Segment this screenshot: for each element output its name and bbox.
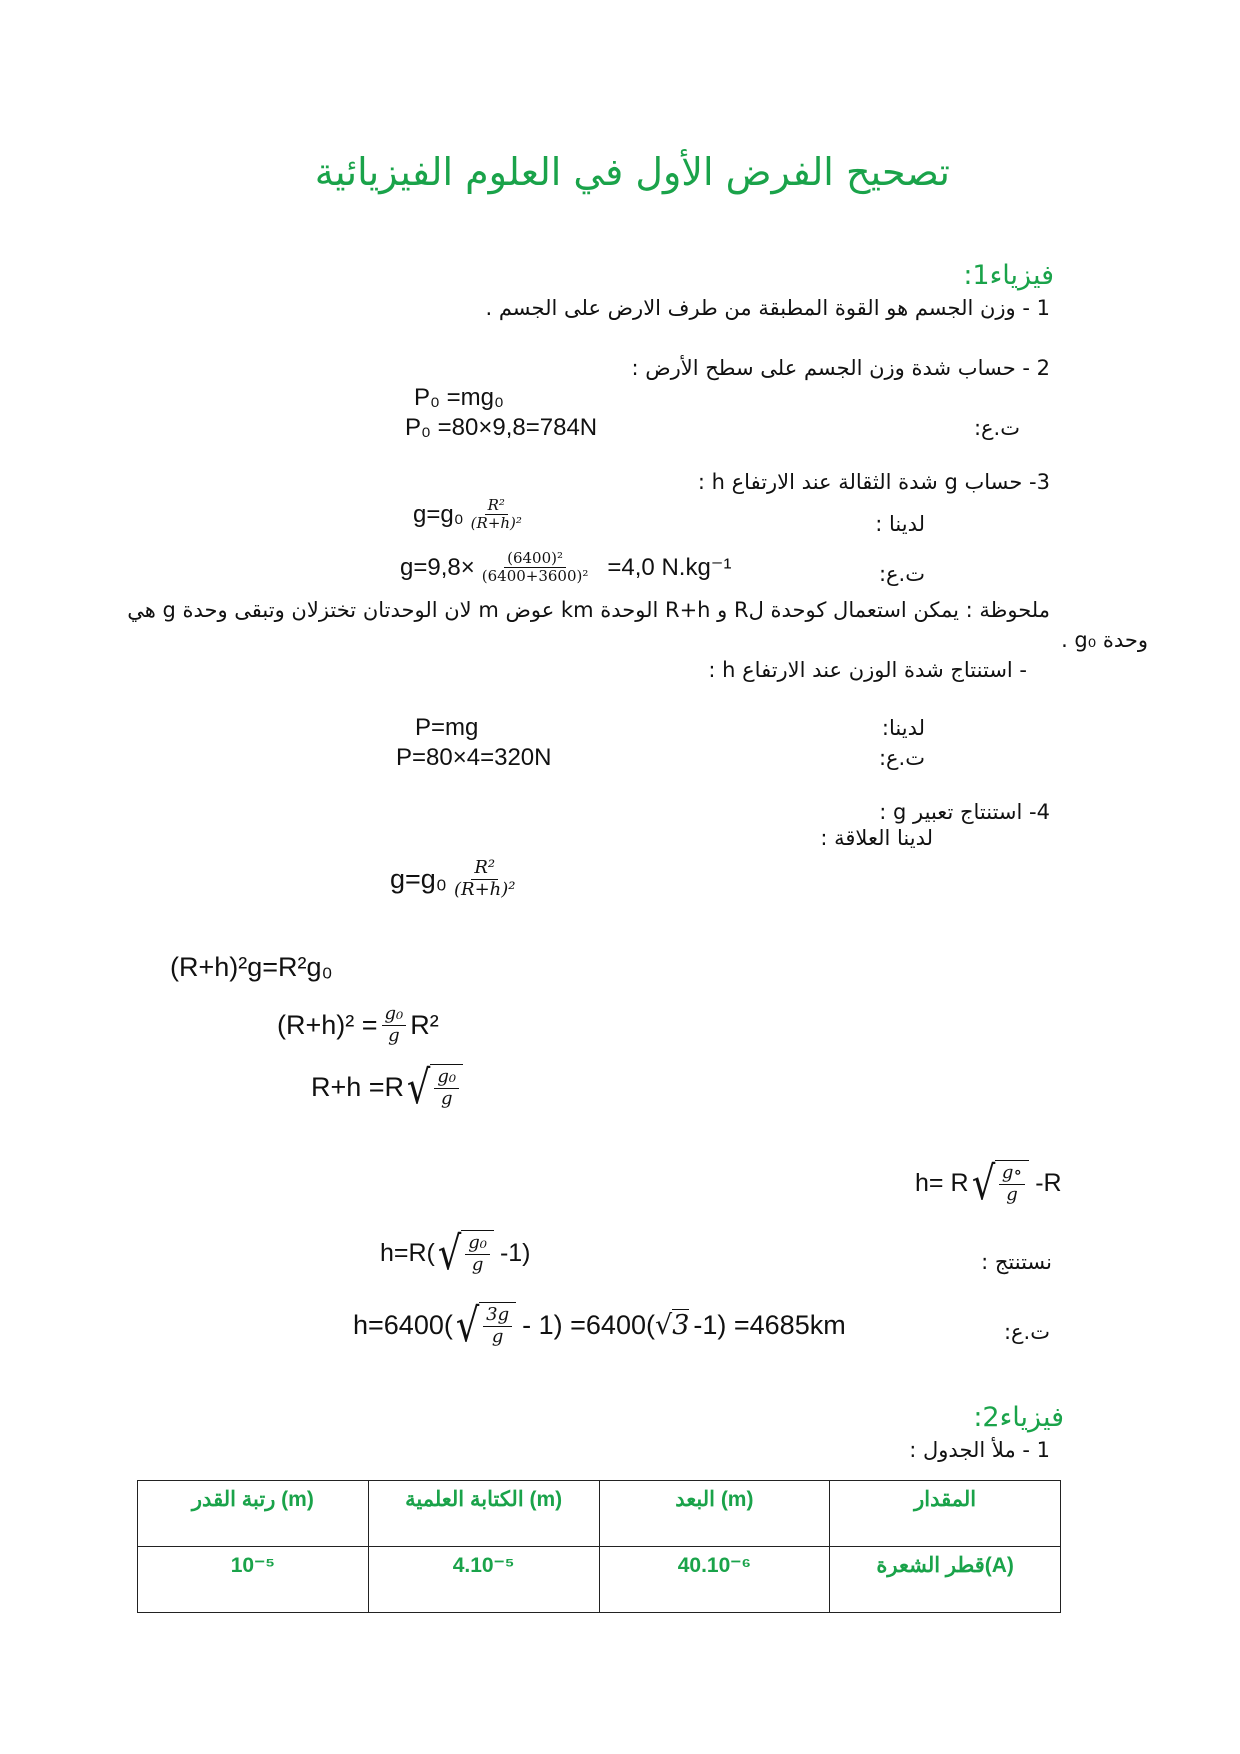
given-label: لدينا: — [881, 716, 925, 740]
g-relation — [390, 858, 523, 900]
equation-c — [311, 1060, 463, 1114]
note-line-2: وحدة g₀ . — [1061, 628, 1148, 652]
radical-sign: √ — [437, 1226, 462, 1280]
table-cell: 10⁻⁵ — [138, 1547, 369, 1613]
equation-e-rhs: -1) — [499, 1238, 531, 1267]
g-numeric-result: =4,0 N.kg⁻¹ — [607, 554, 732, 582]
radical-sign: √ — [406, 1060, 431, 1114]
sqrt-symbol — [969, 1156, 1030, 1210]
fraction-numerator: R² — [471, 858, 498, 880]
equation-b-lhs: (R+h)² = — [277, 1009, 378, 1040]
note-line-1: ملحوظة : يمكن استعمال كوحدة لR و R+h الوحدة km عوض m لان الوحدتان تختزلان وتبقى وحدة g هي — [127, 598, 1050, 622]
sqrt-symbol — [655, 1309, 689, 1341]
radical-sign: √ — [971, 1156, 995, 1210]
fraction-denominator: g — [388, 1024, 400, 1046]
g-relation-lhs: g=g₀ — [390, 863, 448, 894]
section-heading-physics1: فيزياء1: — [963, 260, 1054, 291]
section-heading-physics2: فيزياء2: — [973, 1402, 1064, 1433]
table-cell: قطر الشعرة(A) — [830, 1547, 1061, 1613]
fraction-denominator: g — [491, 1326, 504, 1347]
question-3: 3- حساب g شدة الثقالة عند الارتفاع h : — [697, 470, 1050, 494]
table-header-cell: البعد (m) — [599, 1481, 830, 1547]
equation-b-fraction — [382, 1004, 407, 1046]
fraction-numerator: g∘ — [999, 1163, 1025, 1185]
fraction-numerator: R² — [485, 497, 508, 515]
given-label: لدينا : — [875, 512, 925, 536]
numeric-app-label: ت.ع: — [878, 746, 925, 770]
equation-b — [277, 1004, 439, 1046]
fraction-numerator: (6400)² — [504, 550, 566, 568]
table-row — [138, 1547, 1061, 1613]
g-relation-fraction — [451, 858, 519, 900]
p0-formula: P₀ =mg₀ — [414, 384, 504, 411]
fraction-numerator: g₀ — [465, 1233, 490, 1255]
sqrt-symbol — [435, 1226, 494, 1280]
sqrt-symbol — [404, 1060, 463, 1114]
table-header-row — [138, 1481, 1061, 1547]
equation-c-fraction — [434, 1067, 459, 1109]
p0-value: P₀ =80×9,8=784N — [405, 414, 598, 441]
equation-a: (R+h)²g=R²g₀ — [170, 952, 333, 982]
equation-b-rhs: R² — [410, 1009, 439, 1040]
equation-c-lhs: R+h =R — [311, 1071, 405, 1102]
equation-e — [380, 1226, 531, 1280]
relation-label: لدينا العلاقة : — [820, 826, 933, 850]
radical-sign: √ — [654, 1309, 673, 1341]
fraction-denominator: (R+h)² — [454, 878, 516, 900]
equation-f — [353, 1298, 846, 1352]
p-formula: P=mg — [415, 714, 479, 741]
table-header-cell: رتبة القدر (m) — [138, 1481, 369, 1547]
equation-d-fraction — [999, 1163, 1025, 1205]
question-4: 4- استنتاج تعبير g : — [879, 800, 1050, 824]
fraction-numerator: g₀ — [434, 1067, 459, 1089]
fraction-denominator: (R+h)² — [470, 514, 522, 533]
fraction-denominator: g — [440, 1088, 453, 1109]
g-numeric — [400, 550, 731, 586]
g-numeric-lhs: g=9,8× — [400, 553, 475, 581]
fraction-denominator: g — [471, 1254, 484, 1275]
table-header-cell: المقدار — [830, 1481, 1061, 1547]
fraction-denominator: (6400+3600)² — [481, 567, 589, 586]
page-title: تصحيح الفرض الأول في العلوم الفيزيائية — [314, 150, 950, 194]
table-header-cell: الكتابة العلمية (m) — [368, 1481, 599, 1547]
numeric-app-label: ت.ع: — [973, 416, 1020, 440]
p-value: P=80×4=320N — [396, 744, 552, 771]
g-formula — [413, 497, 529, 533]
equation-d-rhs: -R — [1035, 1168, 1062, 1197]
numeric-app-label: ت.ع: — [878, 562, 925, 586]
equation-e-fraction — [465, 1233, 490, 1275]
g-formula-fraction — [468, 497, 525, 533]
fraction-numerator: 3g — [483, 1305, 512, 1327]
g-formula-lhs: g=g₀ — [413, 500, 464, 528]
equation-e-lhs: h=R( — [380, 1238, 435, 1267]
question-2: 2 - حساب شدة وزن الجسم على سطح الأرض : — [631, 356, 1050, 380]
radicand: 3 — [672, 1310, 690, 1341]
table-cell: 40.10⁻⁶ — [599, 1547, 830, 1613]
sqrt-symbol — [453, 1298, 516, 1352]
equation-f-fraction — [483, 1305, 512, 1347]
fraction-denominator: g — [1006, 1184, 1018, 1205]
deduce-label: نستنتج : — [981, 1250, 1052, 1274]
equation-d-lhs: h= R — [915, 1168, 969, 1197]
question-1: 1 - وزن الجسم هو القوة المطبقة من طرف الارض على الجسم . — [485, 296, 1050, 320]
equation-f-lhs: h=6400( — [353, 1309, 453, 1340]
equation-d — [915, 1156, 1062, 1210]
equation-f-mid: - 1) =6400( — [522, 1309, 655, 1340]
numeric-app-label: ت.ع: — [1003, 1320, 1050, 1344]
equation-f-rhs: -1) =4685km — [693, 1309, 846, 1340]
table-cell: 4.10⁻⁵ — [368, 1547, 599, 1613]
magnitude-table — [137, 1480, 1061, 1613]
g-numeric-fraction — [479, 550, 592, 586]
fraction-numerator: g₀ — [382, 1004, 407, 1026]
fill-table-instruction: 1 - ملأ الجدول : — [909, 1438, 1050, 1462]
radical-sign: √ — [455, 1298, 480, 1352]
deduce-weight: - استنتاج شدة الوزن عند الارتفاع h : — [708, 658, 1027, 682]
